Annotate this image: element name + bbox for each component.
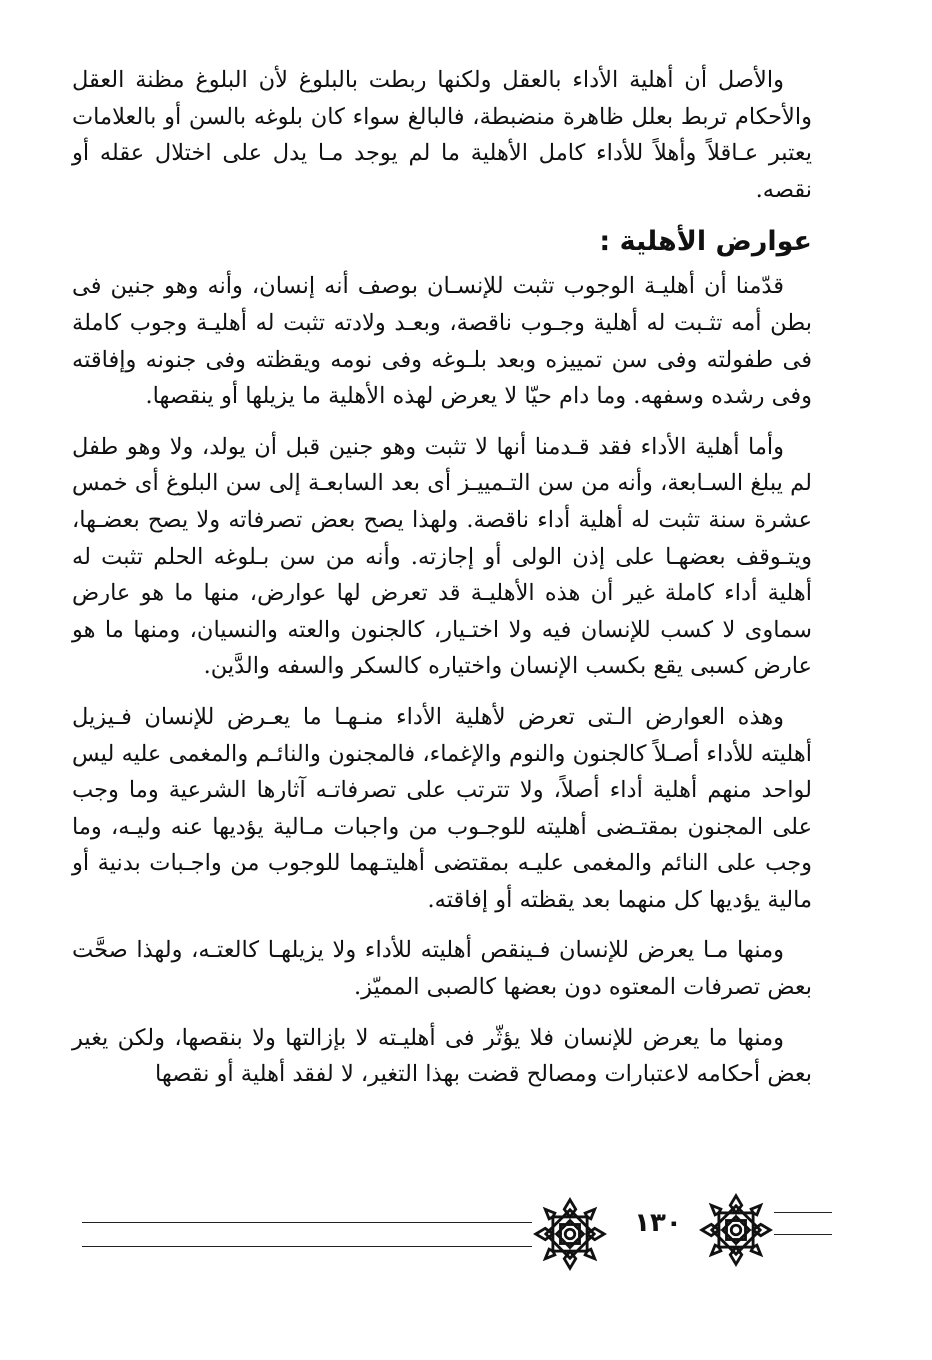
footer-rule-left	[82, 1222, 532, 1223]
paragraph: وأما أهلية الأداء فقد قـدمنا أنها لا تثبت وهو جنين قبل أن يولد، ولا وهو طفل لم يبلغ السـابعة، وأنه من سن التـمييـز أى بعد السابعـة إلى سن البلوغ أى خمس عشرة سنة تثبت له أهلية أداء ناقصة. ولهذا يصح بعض تصرفاته ولا يصح بعضـها، ويتـوقف بعضهـا على إذن الولى أو إجازته. وأنه من سن بـلوغه الحلم تثبت له أهلية أداء كاملة غير أن هذه الأهليـة قد تعرض لها عوارض، منها ما هو عارض سماوى لا كسب للإنسان فيه ولا اختـيار، كالجنون والعته والنسيان، ومنها ما هو عارض كسبى يقع بكسب الإنسان واختياره كالسكر والسفه والدَّين.	[72, 433, 812, 680]
star-ornament-icon	[532, 1196, 608, 1272]
paragraph-intro: والأصل أن أهلية الأداء بالعقل ولكنها ربطت بالبلوغ لأن البلوغ مظنة العقل والأحكام تربط بعلل ظاهرة منضبطة، فالبالغ سواء كان بلوغه بالسن أو بالعلامات يعتبر عـاقلاً وأهلاً للأداء كامل الأهلية ما لم يوجد مـا يدل على اختلال عقله أو نقصه.	[72, 67, 812, 203]
body-text	[72, 62, 812, 1107]
footer-rule-left-lower	[82, 1246, 532, 1247]
page-number: ١٣٠	[634, 1208, 682, 1238]
footer-rule-right-lower	[774, 1234, 832, 1235]
footer-rule-right	[774, 1212, 832, 1213]
paragraph: وهذه العوارض الـتى تعرض لأهلية الأداء منـهـا ما يعـرض للإنسان فـيزيل أهليته للأداء أصـلاً كالجنون والنوم والإغماء، فالمجنون والنائـم والمغمى عليه ليس لواحد منهم أهلية أداء أصلاً، ولا تترتب على تصرفاتـه آثارها الشرعية وما وجب على المجنون بمقتـضى أهليته للوجـوب من واجبات مـالية يؤديها عنه وليـه، وما وجب على النائم والمغمى عليـه بمقتضى أهليتـهما للوجوب من واجـبات بدنية أو مالية يؤديها كل منهما بعد يقظته أو إفاقته.	[72, 703, 812, 913]
paragraph: قدّمنا أن أهليـة الوجوب تثبت للإنسـان بوصف أنه إنسان، وأنه وهو جنين فى بطن أمه تثـبت له أهلية وجـوب ناقصة، وبعـد ولادته تثبت له أهليـة وجوب كاملة فى طفولته وفى سن تمييزه وبعد بلـوغه وفى نومه ويقظته وفى جنونه وإفاقته وفى رشده وسفهه. وما دام حيّا لا يعرض لهذه الأهلية ما يزيلها أو ينقصها.	[72, 273, 812, 410]
paragraph: ومنها مـا يعرض للإنسان فـينقص أهليته للأداء ولا يزيلهـا كالعتـه، ولهذا صحَّت بعض تصرفات المعتوه دون بعضها كالصبى المميّز.	[72, 937, 812, 1001]
paragraph: ومنها ما يعرض للإنسان فلا يؤثّر فى أهليـته لا بإزالتها ولا بنقصها، ولكن يغير بعض أحكامه لاعتبارات ومصالح قضت بهذا التغير، لا لفقد أهلية أو نقصها	[72, 1024, 812, 1088]
page-footer	[72, 1190, 832, 1280]
star-ornament-icon	[698, 1192, 774, 1268]
section-heading: عوارض الأهلية :	[599, 226, 812, 258]
